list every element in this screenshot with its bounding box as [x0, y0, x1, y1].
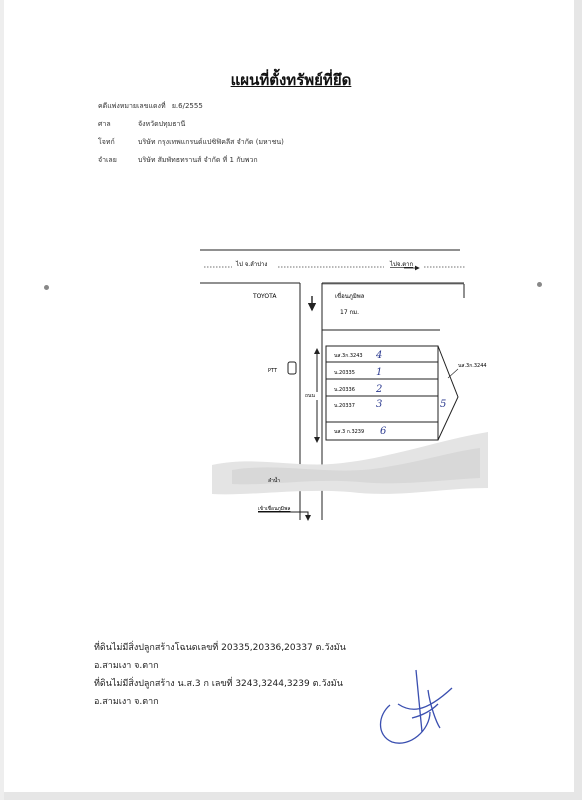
canal-label: ลำน้ำ — [268, 478, 281, 484]
case-number-label: คดีแพ่งหมายเลขแดงที่ — [98, 102, 166, 110]
parcel-label: นส.3 ก.3239 — [334, 429, 365, 435]
parcel-20335 — [326, 362, 438, 379]
parcel-number: 4 — [376, 350, 383, 361]
lower-road-label: เข้าเขื่อนภูมิพล — [258, 506, 291, 512]
page-title: แผนที่ตั้งทรัพย์ที่ยึด — [230, 71, 352, 89]
defendant-label: จำเลย — [98, 156, 117, 164]
ptt-label: PTT — [268, 368, 278, 374]
court-value: จังหวัดปทุมธานี — [138, 120, 186, 128]
land-deed-line-2: อ.สามเงา จ.ตาก — [94, 661, 159, 671]
parcel-3243 — [326, 346, 438, 362]
parcel-number: 3 — [376, 399, 383, 410]
parcel-3239 — [326, 422, 438, 440]
parcel-label: น.20337 — [334, 403, 355, 409]
ptt-station-icon — [288, 362, 296, 374]
parcel-number: 6 — [380, 426, 387, 437]
bracket-number: 5 — [440, 399, 447, 410]
court-label: ศาล — [98, 120, 111, 128]
parcel-number: 1 — [376, 367, 383, 378]
case-number-value: ย.6/2555 — [171, 102, 203, 110]
road-left-label: ไป จ.ลำปาง — [236, 261, 268, 268]
distance-label: 17 กม. — [340, 309, 360, 316]
parcel-number: 2 — [376, 384, 383, 395]
parcel-bracket — [438, 346, 458, 440]
parcel-20337 — [326, 396, 438, 422]
road-right-label: ไปจ.ตาก — [390, 261, 414, 268]
side-note-label: นส.3ก.3244 — [458, 363, 487, 369]
signature-mark — [381, 670, 453, 743]
parcel-label: น.20335 — [334, 370, 355, 376]
parcel-label: นส.3ก.3243 — [334, 353, 363, 359]
dam-label: เขื่อนภูมิพล — [335, 293, 365, 300]
plaintiff-value: บริษัท กรุงเทพแกรนด์แปซิฟิคลีส จำกัด (มหาชน) — [138, 138, 284, 146]
parcel-20336 — [326, 379, 438, 396]
toyota-label: TOYOTA — [253, 293, 277, 300]
land-deed-line-4: อ.สามเงา จ.ตาก — [94, 697, 159, 707]
defendant-value: บริษัท สัมพัทธทรานส์ จำกัด ที่ 1 กับพวก — [138, 156, 258, 164]
land-deed-line-1: ที่ดินไม่มีสิ่งปลูกสร้างโฉนดเลขที่ 20335,20336,20337 ต.วังมัน — [94, 643, 346, 653]
road-side-label: ถนน — [305, 393, 315, 399]
land-deed-line-3: ที่ดินไม่มีสิ่งปลูกสร้าง น.ส.3 ก เลขที่ 3243,3244,3239 ต.วังมัน — [94, 679, 343, 689]
parcel-label: น.20336 — [334, 387, 355, 393]
side-note-pointer — [448, 369, 458, 378]
plaintiff-label: โจทก์ — [98, 138, 115, 146]
